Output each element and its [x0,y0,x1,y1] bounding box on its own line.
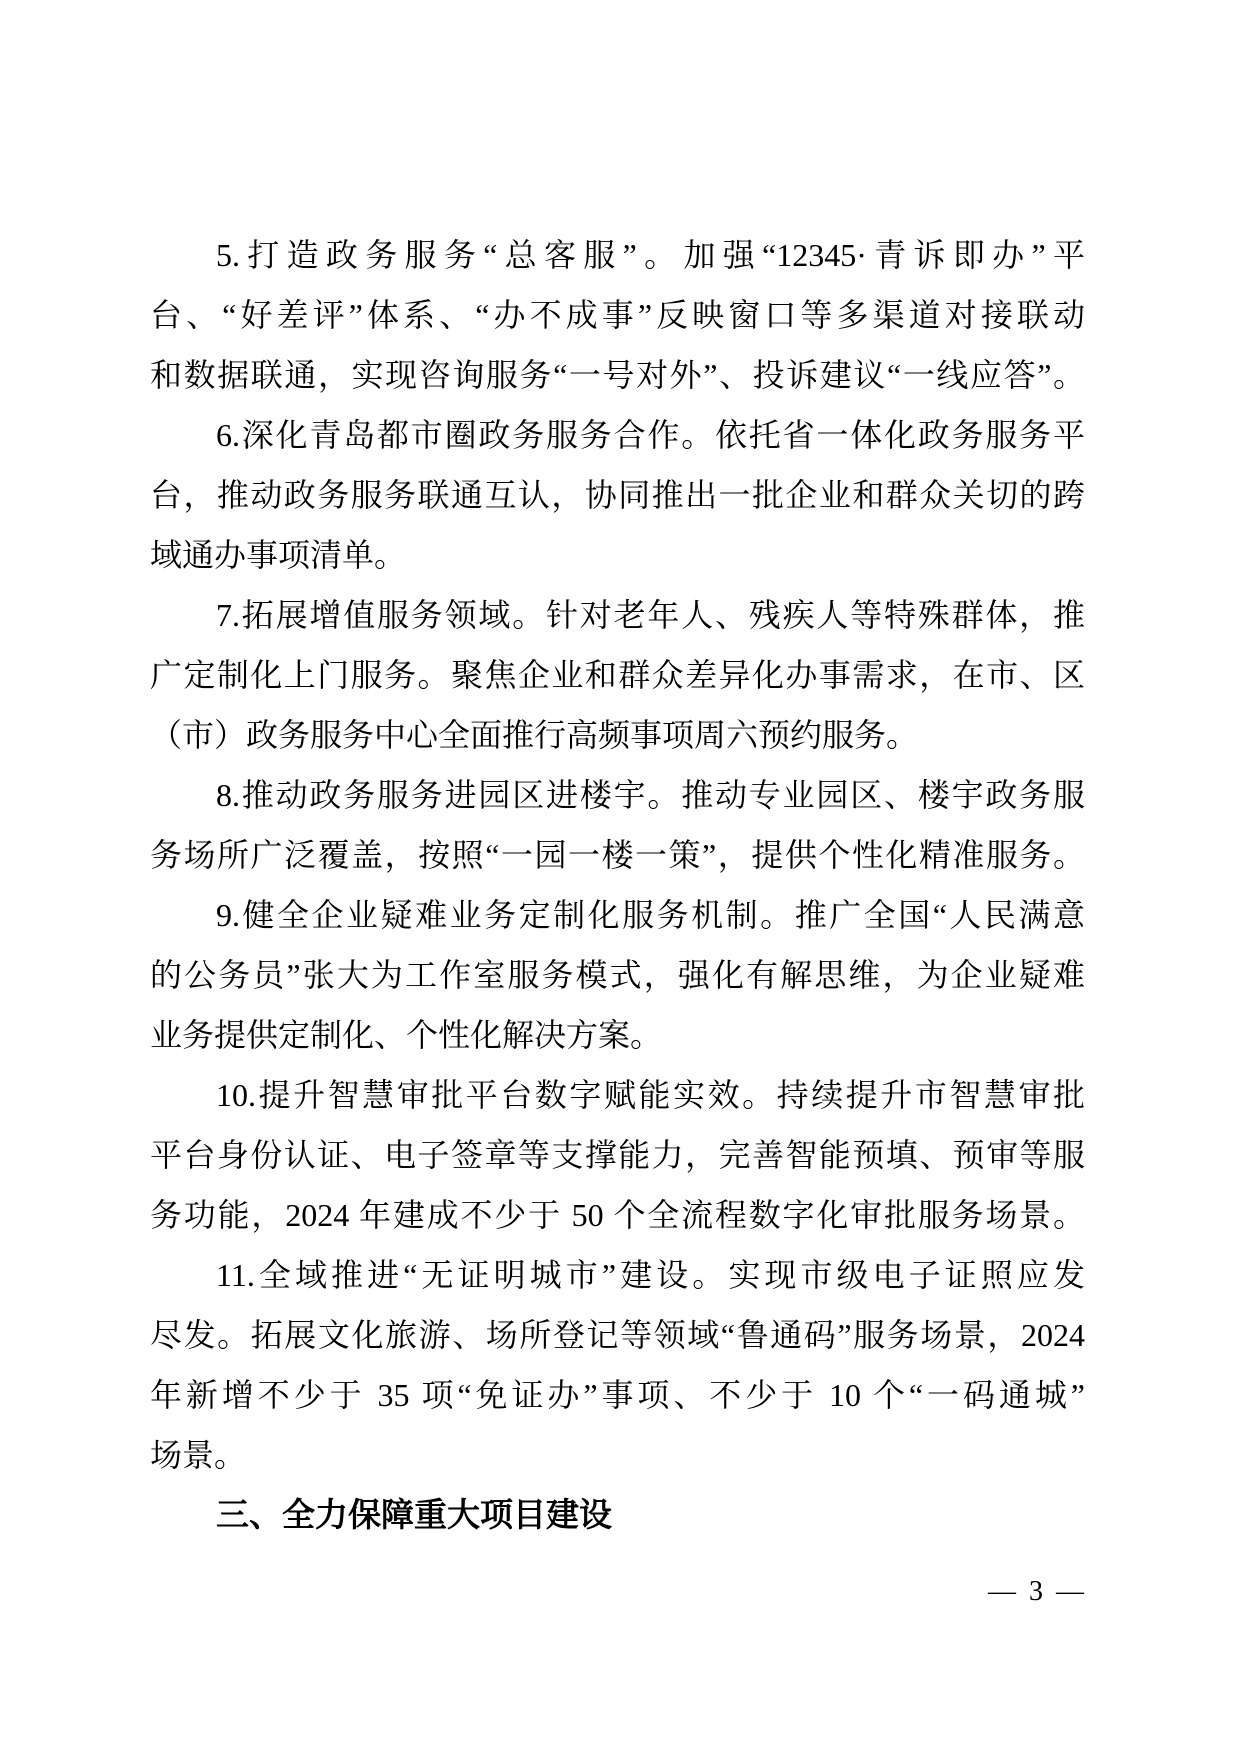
paragraph-item-8 [150,765,1085,885]
text-line: 的公务员”张大为工作室服务模式，强化有解思维，为企业疑难 [150,957,1085,993]
text-line: 尽发。拓展文化旅游、场所登记等领域“鲁通码”服务场景，2024 [150,1317,1085,1353]
paragraph-item-6 [150,405,1085,585]
text-line: 场景。 [150,1437,247,1473]
text-line: 和数据联通，实现咨询服务“一号对外”、投诉建议“一线应答”。 [150,357,1085,393]
text-line: 5.打造政务服务“总客服”。加强“12345·青诉即办”平 [216,237,1085,273]
page-number: — 3 — [988,1576,1087,1607]
text-line: 台，推动政务服务联通互认，协同推出一批企业和群众关切的跨 [150,477,1085,513]
paragraph-item-11 [150,1245,1085,1485]
paragraph-item-9 [150,885,1085,1065]
paragraph-item-7 [150,585,1085,765]
text-line: 10.提升智慧审批平台数字赋能实效。持续提升市智慧审批 [216,1077,1085,1113]
text-line: 6.深化青岛都市圈政务服务合作。依托省一体化政务服务平 [216,417,1085,453]
text-line: 7.拓展增值服务领域。针对老年人、残疾人等特殊群体，推 [216,597,1085,633]
text-line: 9.健全企业疑难业务定制化服务机制。推广全国“人民满意 [216,897,1085,933]
text-line: 台、“好差评”体系、“办不成事”反映窗口等多渠道对接联动 [150,297,1085,333]
paragraph-item-10 [150,1065,1085,1245]
text-line: 域通办事项清单。 [150,537,407,573]
section-heading: 三、全力保障重大项目建设 [216,1496,612,1533]
text-line: 务功能，2024 年建成不少于 50 个全流程数字化审批服务场景。 [150,1197,1085,1233]
text-line: 平台身份认证、电子签章等支撑能力，完善智能预填、预审等服 [150,1137,1085,1173]
document-body [150,225,1085,1545]
text-line: 业务提供定制化、个性化解决方案。 [150,1017,663,1053]
text-line: 务场所广泛覆盖，按照“一园一楼一策”，提供个性化精准服务。 [150,837,1085,873]
paragraph-item-5 [150,225,1085,405]
text-line: 年新增不少于 35 项“免证办”事项、不少于 10 个“一码通城” [150,1377,1085,1413]
text-line: 8.推动政务服务进园区进楼宇。推动专业园区、楼宇政务服 [216,777,1085,813]
text-line: 11.全域推进“无证明城市”建设。实现市级电子证照应发 [216,1257,1085,1293]
text-line: （市）政务服务中心全面推行高频事项周六预约服务。 [150,717,919,753]
text-line: 广定制化上门服务。聚焦企业和群众差异化办事需求，在市、区 [150,657,1085,693]
